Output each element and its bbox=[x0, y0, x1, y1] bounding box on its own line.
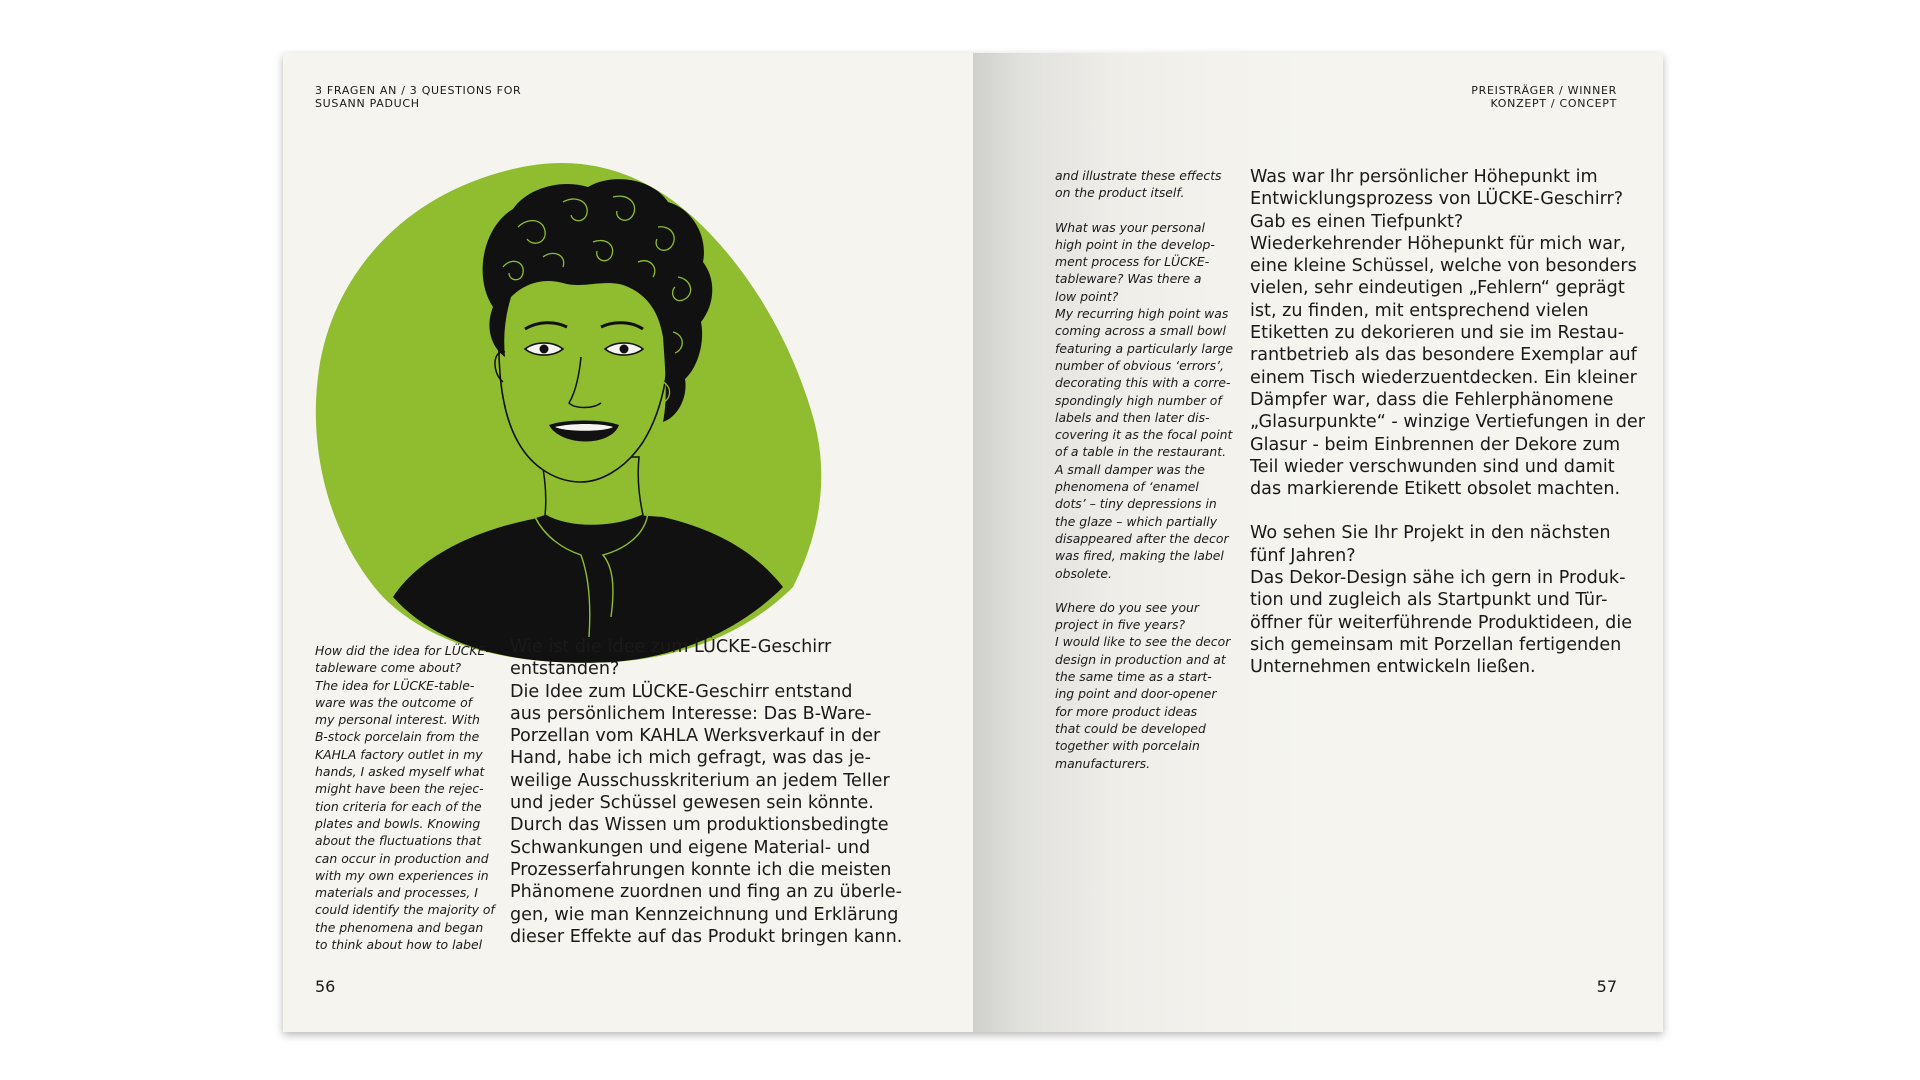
page-number-left: 56 bbox=[315, 977, 336, 996]
text-line: that could be developed bbox=[1055, 720, 1206, 736]
text-line: tableware come about? bbox=[315, 660, 462, 676]
text-line: What was your personal bbox=[1055, 219, 1205, 235]
text-line: Das Dekor-Design sähe ich gern in Produk- bbox=[1250, 568, 1626, 589]
text-line: coming across a small bowl bbox=[1055, 323, 1226, 339]
text-line: might have been the rejec- bbox=[315, 781, 484, 797]
text-line: labels and then later dis- bbox=[1055, 409, 1210, 425]
text-line: The idea for LÜCKE-table- bbox=[315, 677, 475, 693]
text-line: sich gemeinsam mit Porzellan fertigenden bbox=[1250, 634, 1622, 655]
page-number-right: 57 bbox=[1596, 977, 1617, 996]
text-line: my personal interest. With bbox=[315, 712, 480, 728]
text-line: A small damper was the bbox=[1055, 461, 1205, 477]
text-line: dots’ – tiny depressions in bbox=[1055, 496, 1217, 512]
text-line: low point? bbox=[1055, 288, 1119, 304]
text-line: covering it as the focal point bbox=[1055, 427, 1233, 443]
text-line: and illustrate these effects bbox=[1055, 168, 1222, 183]
text-line: phenomena of ‘enamel bbox=[1055, 479, 1199, 495]
text-line: rantbetrieb als das besondere Exemplar auf bbox=[1250, 345, 1637, 366]
text-line: decorating this with a corre- bbox=[1055, 375, 1231, 391]
text-line: ing point and door-opener bbox=[1055, 686, 1217, 702]
text-line: KAHLA factory outlet in my bbox=[315, 746, 483, 762]
text-line: How did the idea for LÜCKE- bbox=[315, 643, 490, 658]
text-line: ment process for LÜCKE- bbox=[1055, 254, 1210, 270]
left-eye bbox=[525, 343, 563, 355]
text-line: disappeared after the decor bbox=[1055, 530, 1229, 546]
text-line: dieser Effekte auf das Produkt bringen kann. bbox=[510, 926, 903, 947]
text-line: Where do you see your bbox=[1055, 599, 1199, 615]
text-line: Durch das Wissen um produktionsbedingte bbox=[510, 815, 889, 836]
text-line: Hand, habe ich mich gefragt, was das je- bbox=[510, 748, 871, 769]
running-head-line: 3 FRAGEN AN / 3 QUESTIONS FOR bbox=[315, 84, 522, 97]
text-line: plates and bowls. Knowing bbox=[315, 815, 481, 831]
german-answer-column bbox=[510, 636, 950, 948]
text-line: Schwankungen und eigene Material- und bbox=[510, 837, 871, 858]
right-eye bbox=[605, 343, 643, 355]
text-line: Dämpfer war, dass die Fehlerphänomene bbox=[1250, 389, 1614, 410]
text-line: hands, I asked myself what bbox=[315, 764, 485, 780]
book-spread bbox=[283, 53, 1663, 1032]
text-line: ware was the outcome of bbox=[315, 694, 473, 710]
text-line: eine kleine Schüssel, welche von besonders bbox=[1250, 256, 1637, 277]
running-head-right bbox=[1471, 84, 1617, 110]
text-line: Glasur - beim Einbrennen der Dekore zum bbox=[1250, 434, 1621, 455]
text-line: ist, zu finden, mit entsprechend vielen bbox=[1250, 300, 1589, 321]
text-line: high point in the develop- bbox=[1055, 236, 1215, 252]
text-line: B-stock porcelain from the bbox=[315, 729, 480, 745]
text-line: Wiederkehrender Höhepunkt für mich war, bbox=[1250, 233, 1626, 254]
text-line: on the product itself. bbox=[1055, 185, 1185, 201]
text-line: was fired, making the label bbox=[1055, 548, 1224, 564]
text-line: Porzellan vom KAHLA Werksverkauf in der bbox=[510, 726, 881, 747]
text-line: tion und zugleich als Startpunkt und Tür- bbox=[1250, 590, 1608, 611]
text-line: to think about how to label bbox=[315, 937, 483, 953]
text-line: tion criteria for each of the bbox=[315, 798, 482, 814]
text-line: the same time as a start- bbox=[1055, 669, 1212, 685]
text-line: the phenomena and began bbox=[315, 919, 484, 935]
english-answer-column bbox=[315, 642, 495, 953]
text-line: das markierende Etikett obsolet machten. bbox=[1250, 479, 1621, 500]
text-line: tableware? Was there a bbox=[1055, 271, 1202, 287]
text-line: und jeder Schüssel gewesen sein könnte. bbox=[510, 793, 874, 814]
text-line: the glaze – which partially bbox=[1055, 513, 1218, 529]
text-line: gen, wie man Kennzeichnung und Erklärung bbox=[510, 904, 899, 925]
text-line: My recurring high point was bbox=[1055, 306, 1229, 322]
text-line: aus persönlichem Interesse: Das B-Ware- bbox=[510, 703, 872, 724]
german-answer-column bbox=[1250, 166, 1650, 679]
text-line: about the fluctuations that bbox=[315, 833, 482, 849]
text-line: together with porcelain bbox=[1055, 738, 1200, 754]
question-line: entstanden? bbox=[510, 659, 620, 680]
text-line: design in production and at bbox=[1055, 651, 1226, 667]
text-line: with my own experiences in bbox=[315, 867, 489, 883]
text-line: weilige Ausschusskriterium an jedem Teller bbox=[510, 770, 890, 791]
running-head-line: KONZEPT / CONCEPT bbox=[1490, 97, 1617, 110]
running-head-left bbox=[315, 84, 521, 110]
text-line: for more product ideas bbox=[1055, 703, 1198, 719]
running-head-line: PREISTRÄGER / WINNER bbox=[1471, 84, 1617, 97]
question-line: Wo sehen Sie Ihr Projekt in den nächsten bbox=[1250, 523, 1611, 544]
question-line: Was war Ihr persönlicher Höhepunkt im bbox=[1250, 167, 1598, 187]
text-line: manufacturers. bbox=[1055, 755, 1151, 771]
text-line: materials and processes, I bbox=[315, 885, 478, 901]
text-line: öffner für weiterführende Produktideen, die bbox=[1250, 612, 1633, 633]
text-line: einem Tisch wiederzuentdecken. Ein kleiner bbox=[1250, 367, 1637, 388]
text-line: I would like to see the decor bbox=[1055, 634, 1231, 650]
text-line: „Glasurpunkte“ - winzige Vertiefungen in der bbox=[1250, 412, 1645, 433]
text-line: number of obvious ‘errors’, bbox=[1055, 357, 1224, 373]
text-line: Prozesserfahrungen konnte ich die meisten bbox=[510, 859, 892, 880]
question-line: Entwicklungsprozess von LÜCKE-Geschirr? bbox=[1250, 189, 1624, 210]
right-page bbox=[973, 53, 1663, 1032]
text-line: project in five years? bbox=[1055, 617, 1186, 633]
text-line: spondingly high number of bbox=[1055, 392, 1222, 408]
english-answer-column bbox=[1055, 167, 1235, 772]
text-line: Unternehmen entwickeln ließen. bbox=[1250, 657, 1536, 678]
text-line: featuring a particularly large bbox=[1055, 340, 1233, 356]
text-line: vielen, sehr eindeutigen „Fehlern“ geprägt bbox=[1250, 278, 1625, 299]
text-line: Etiketten zu dekorieren und sie im Restau- bbox=[1250, 323, 1625, 344]
left-page bbox=[283, 53, 973, 1032]
text-line: could identify the majority of bbox=[315, 902, 495, 918]
text-line: can occur in production and bbox=[315, 850, 489, 866]
text-line: obsolete. bbox=[1055, 565, 1112, 581]
text-line: Phänomene zuordnen und fing an zu überle- bbox=[510, 882, 902, 903]
question-line: fünf Jahren? bbox=[1250, 545, 1356, 566]
portrait-illustration bbox=[313, 157, 853, 667]
text-line: Die Idee zum LÜCKE-Geschirr entstand bbox=[510, 681, 853, 702]
question-line: Gab es einen Tiefpunkt? bbox=[1250, 211, 1464, 232]
running-head-line: SUSANN PADUCH bbox=[315, 97, 420, 110]
text-line: Teil wieder verschwunden sind und damit bbox=[1250, 456, 1615, 477]
question-line: Wie ist die Idee zum LÜCKE-Geschirr bbox=[510, 637, 832, 657]
text-line: of a table in the restaurant. bbox=[1055, 444, 1227, 460]
